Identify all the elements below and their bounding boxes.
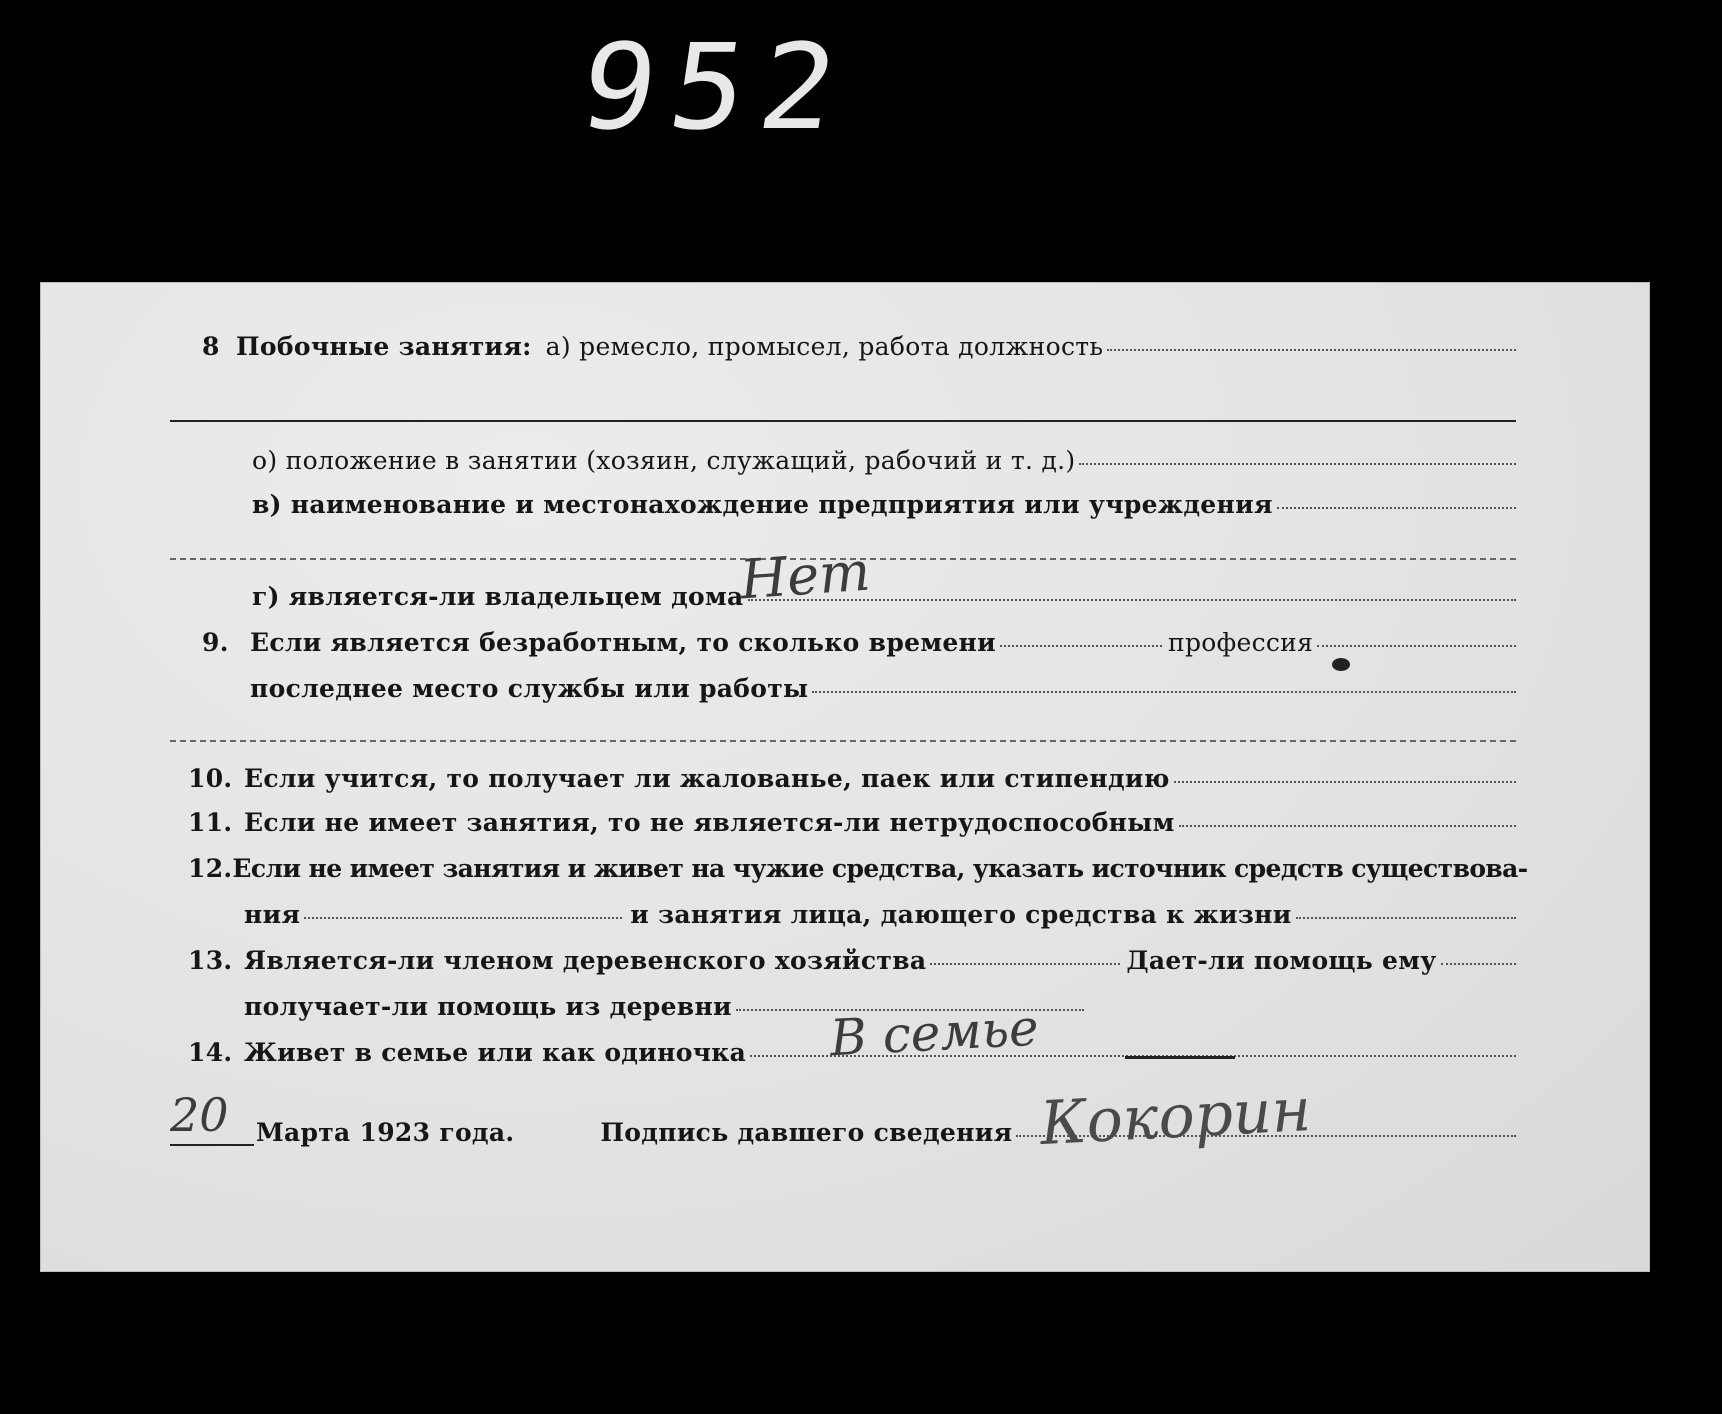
- q11-fill: [1179, 825, 1516, 827]
- q11-number: 11.: [188, 808, 233, 837]
- q8-b-fill: [1079, 463, 1516, 465]
- q12-label: Если не имеет занятия и живет на чужие средства, указать источник средств существова-: [232, 854, 1528, 883]
- q14-label: Живет в семье или как одиночка: [244, 1038, 747, 1067]
- footer-date: Марта 1923 года.: [256, 1118, 515, 1147]
- handwritten-stroke: [1125, 1056, 1235, 1059]
- q10-label: Если учится, то получает ли жалованье, паек или стипендию: [244, 764, 1170, 793]
- q12-line2b: и занятия лица, дающего средства к жизни: [630, 900, 1292, 929]
- q12-number: 12.: [188, 854, 233, 883]
- q13-member-fill: [930, 963, 1120, 965]
- q9-profession-label: профессия: [1167, 628, 1314, 657]
- q9-number: 9.: [202, 628, 229, 657]
- q13-number: 13.: [188, 946, 233, 975]
- q8-row: [202, 332, 1516, 361]
- q9-duration-fill: [1000, 645, 1162, 647]
- q12-line2a: ния: [244, 900, 301, 929]
- q13-help-fill: [1441, 963, 1516, 965]
- q8-g-label: г) является-ли владельцем дома: [252, 582, 744, 611]
- q8-b-row: [252, 446, 1516, 475]
- q10-fill: [1174, 781, 1516, 783]
- q10-number: 10.: [188, 764, 233, 793]
- q12-source-fill: [304, 917, 622, 919]
- q14-answer-handwriting: В семье: [828, 998, 1040, 1068]
- footer-signature-label: Подпись давшего сведения: [600, 1118, 1013, 1147]
- q8-underline: [170, 420, 1516, 422]
- q12-line2-row: [244, 900, 1516, 929]
- footer-day-handwriting: 20: [170, 1088, 229, 1142]
- q8-a-label: а) ремесло, промысел, работа должность: [545, 332, 1104, 361]
- q9-underline: [170, 740, 1516, 742]
- q8-v-row: [252, 490, 1516, 519]
- q8-g-row: [252, 582, 1516, 611]
- q13-receive-label: получает-ли помощь из деревни: [244, 992, 732, 1021]
- frame-number: 952: [571, 18, 860, 156]
- q8-title: Побочные занятия:: [236, 332, 532, 361]
- q10-row: [188, 764, 1516, 793]
- q9-line2-row: [250, 674, 1516, 703]
- q9-last-place-label: последнее место службы или работы: [250, 674, 809, 703]
- ink-smudge: [1332, 658, 1350, 671]
- q9-profession-fill: [1317, 645, 1516, 647]
- footer-day-underline: [170, 1144, 254, 1146]
- q8-v-fill: [1277, 507, 1516, 509]
- footer-row: [256, 1118, 1516, 1147]
- q8-b-label: о) положение в занятии (хозяин, служащий, рабочий и т. д.): [252, 446, 1076, 475]
- signature-handwriting: Кокорин: [1038, 1074, 1313, 1160]
- q13-label: Является-ли членом деревенского хозяйства: [244, 946, 927, 975]
- q8-g-answer-handwriting: Нет: [737, 539, 873, 612]
- q9-last-place-fill: [812, 691, 1516, 693]
- q11-row: [188, 808, 1516, 837]
- q11-label: Если не имеет занятия, то не является-ли нетрудоспособным: [244, 808, 1175, 837]
- q13-row: [188, 946, 1516, 975]
- census-form-card: [40, 282, 1650, 1272]
- q8-v-label: в) наименование и местонахождение предприятия или учреждения: [252, 490, 1273, 519]
- q9-label: Если является безработным, то сколько времени: [250, 628, 996, 657]
- q13-help-label: Дает-ли помощь ему: [1126, 946, 1437, 975]
- q8-a-fill: [1107, 349, 1516, 351]
- q9-row: [202, 628, 1516, 657]
- q14-number: 14.: [188, 1038, 233, 1067]
- q12-row: [188, 854, 1528, 883]
- q12-occupation-fill: [1296, 917, 1516, 919]
- q8-number: 8: [202, 332, 220, 361]
